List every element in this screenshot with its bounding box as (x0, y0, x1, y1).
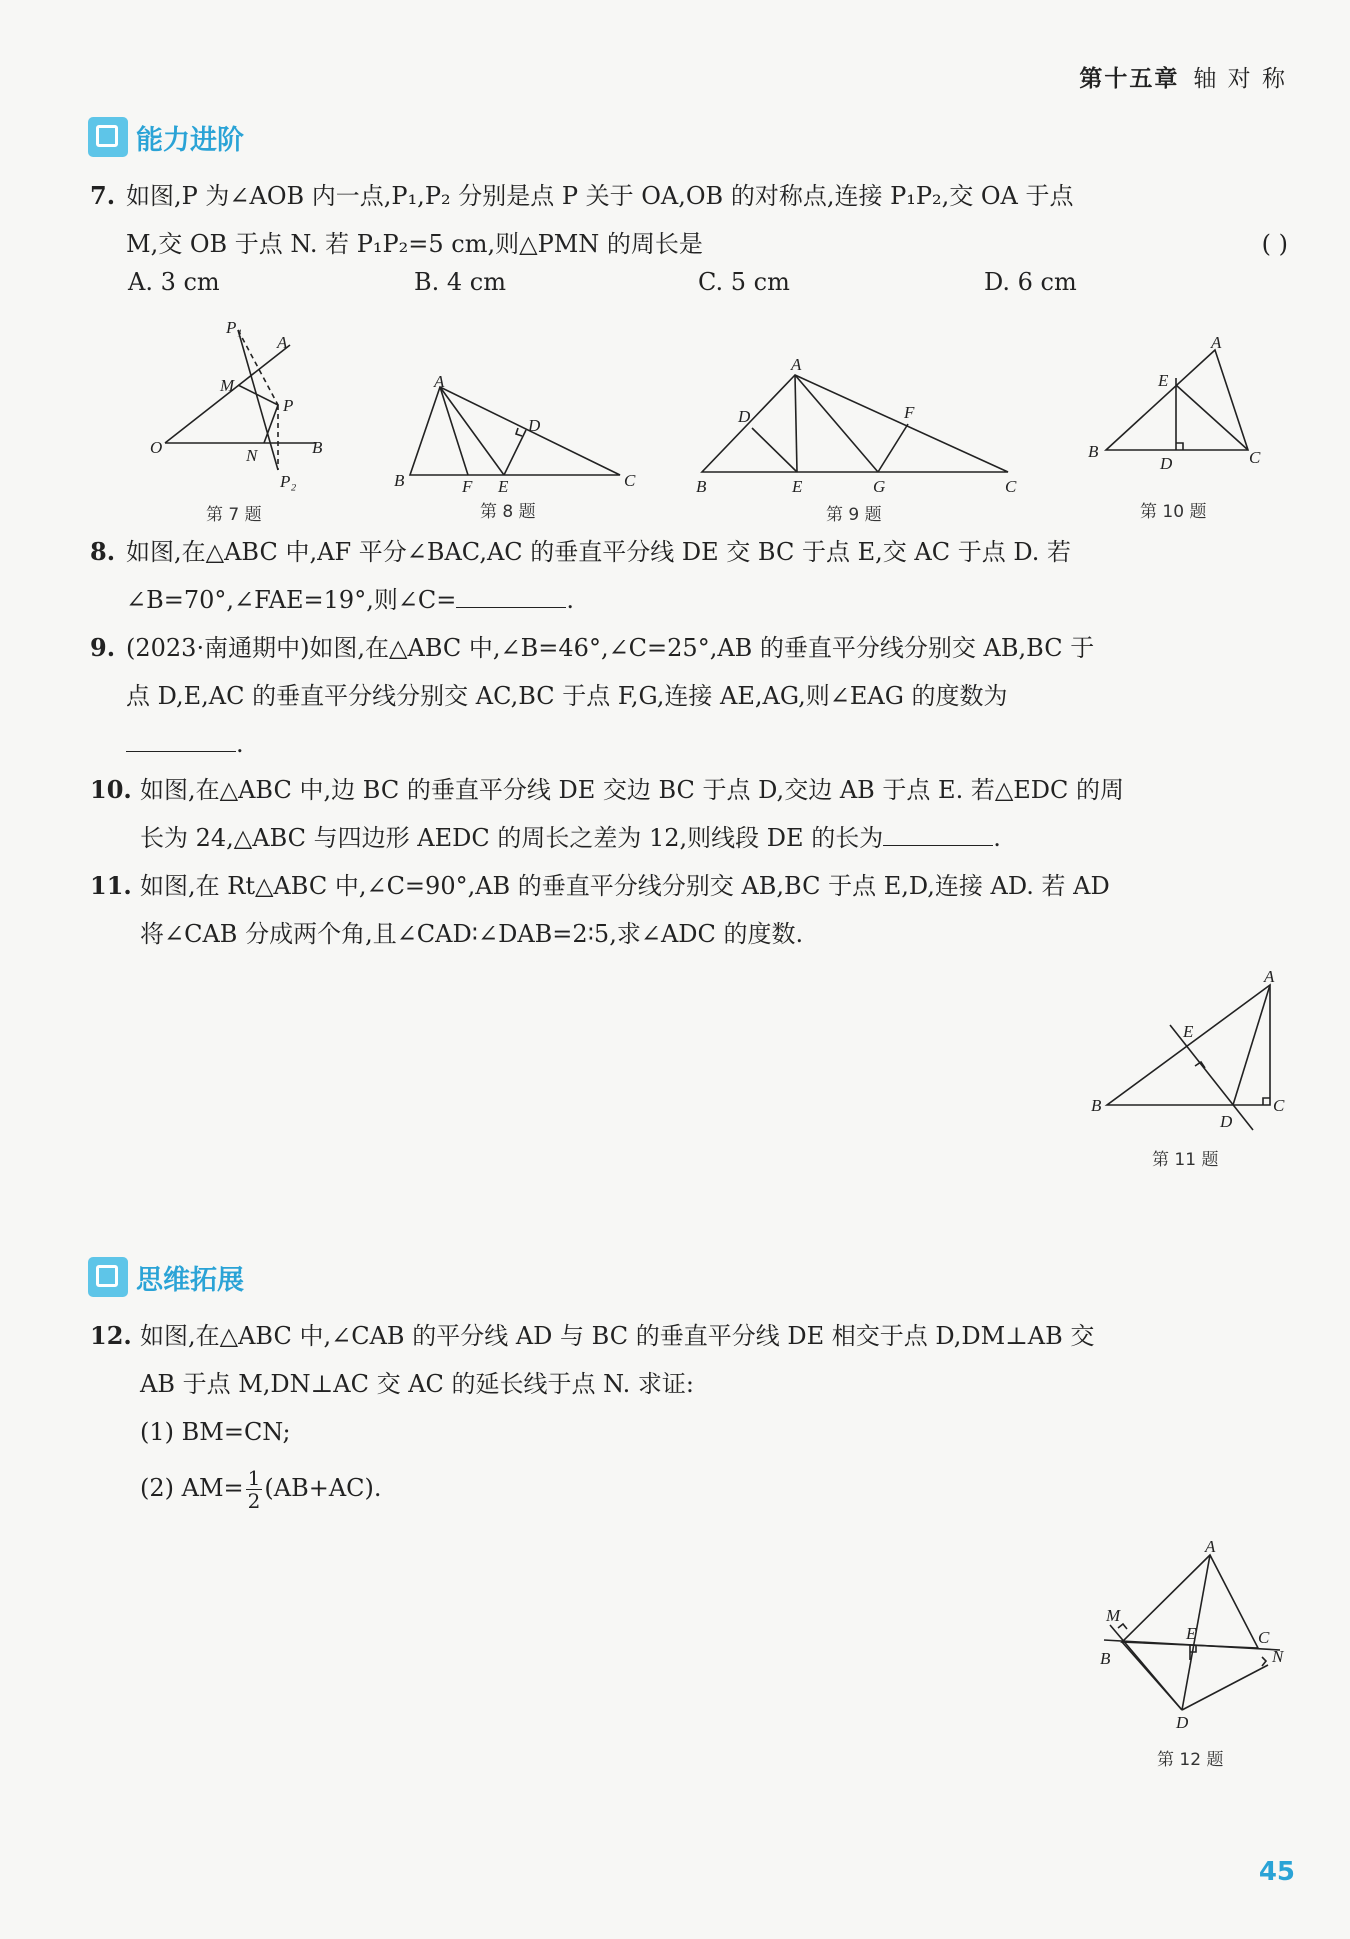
question-10 (90, 766, 1288, 862)
segment-gf (878, 424, 908, 472)
right-angle-mark-n (1262, 1657, 1266, 1666)
fraction-one-half (246, 1467, 263, 1512)
question-text: ∠B=70°,∠FAE=19°,则∠C= (126, 586, 457, 614)
chapter-header (1079, 60, 1287, 93)
label-f: F (462, 477, 473, 495)
label-c: C (624, 471, 636, 490)
label-b: B (312, 438, 323, 457)
caption-figure-8: 第 8 题 (480, 502, 536, 522)
right-angle-mark-c (1263, 1098, 1270, 1105)
question-line: 如图,在 Rt△ABC 中,∠C=90°,AB 的垂直平分线分别交 AB,BC 于点 E,D,连接 AD. 若 AD (140, 872, 1110, 900)
label-a: A (277, 333, 288, 352)
question-text: . (993, 824, 1001, 852)
label-c: C (1258, 1628, 1270, 1647)
question-number: 9. (90, 633, 116, 662)
segment-ag (795, 375, 878, 472)
question-line: 如图,在△ABC 中,∠CAB 的平分线 AD 与 BC 的垂直平分线 DE 相交于点 D,DM⊥AB 交 (140, 1322, 1095, 1350)
question-line (126, 720, 1288, 768)
caption-figure-9: 第 9 题 (826, 505, 882, 525)
label-a: A (434, 375, 445, 391)
question-line: AB 于点 M,DN⊥AC 交 AC 的延长线于点 N. 求证: (140, 1370, 694, 1398)
question-number: 8. (90, 537, 116, 566)
question-9 (90, 624, 1288, 768)
section-title: 能力进阶 (136, 124, 244, 156)
figure-10 (1080, 330, 1280, 480)
label-c: C (1249, 448, 1261, 467)
figure-12 (1090, 1540, 1300, 1735)
segment-de (752, 428, 797, 472)
segment-ae (795, 375, 797, 472)
figure-11 (1085, 965, 1295, 1135)
question-line: (2023·南通期中)如图,在△ABC 中,∠B=46°,∠C=25°,AB 的垂直平分线分别交 AB,BC 于 (126, 634, 1095, 662)
label-p1: P₁ (226, 318, 243, 337)
segment-ad (1233, 985, 1270, 1105)
question-number: 12. (90, 1321, 132, 1350)
label-p: P (283, 396, 294, 415)
question-line (126, 220, 1288, 268)
label-d: D (1160, 454, 1173, 473)
question-text: . (566, 586, 575, 614)
question-text: . (236, 730, 244, 758)
question-line: 将∠CAB 分成两个角,且∠CAD∶∠DAB=2∶5,求∠ADC 的度数. (140, 920, 804, 948)
label-b: B (394, 471, 405, 490)
label-b: B (1091, 1096, 1102, 1115)
question-line (140, 814, 1288, 862)
caption-figure-11: 第 11 题 (1152, 1150, 1219, 1170)
section-ability (88, 117, 244, 157)
label-d: D (1176, 1713, 1189, 1732)
question-line: 点 D,E,AC 的垂直平分线分别交 AC,BC 于点 F,G,连接 AE,AG,则∠EAG 的度数为 (126, 682, 1008, 710)
question-text: (AB+AC). (264, 1474, 382, 1502)
label-a: A (1205, 1540, 1216, 1556)
question-11 (90, 862, 1288, 958)
label-c: C (1005, 477, 1017, 496)
figure-8 (388, 375, 638, 495)
label-d: D (1220, 1112, 1233, 1131)
label-n: N (246, 446, 258, 465)
question-text: (2) AM= (140, 1474, 244, 1502)
answer-blank[interactable] (883, 817, 993, 846)
question-line (126, 576, 1288, 624)
right-angle-mark (1176, 443, 1183, 450)
segment-ed (504, 430, 526, 475)
label-c: C (1273, 1096, 1285, 1115)
label-n: N (1272, 1647, 1284, 1666)
question-text: M,交 OB 于点 N. 若 P₁P₂=5 cm,则△PMN 的周长是 (126, 230, 703, 258)
figure-9 (690, 350, 1025, 500)
fraction-numerator: 1 (247, 1466, 261, 1490)
question-text: 长为 24,△ABC 与四边形 AEDC 的周长之差为 12,则线段 DE 的长为 (140, 824, 884, 852)
label-a: A (791, 355, 802, 374)
segment-dm (1110, 1625, 1182, 1710)
proof-part-1: (1) BM=CN; (140, 1418, 291, 1446)
caption-figure-10: 第 10 题 (1140, 502, 1207, 522)
segment-p1p (238, 330, 278, 405)
label-g: G (873, 477, 886, 496)
answer-blank[interactable] (456, 579, 566, 608)
right-angle-mark (1195, 1062, 1205, 1068)
chapter-number: 第十五章 (1079, 66, 1180, 92)
label-p2: P₂ (280, 472, 297, 491)
question-12 (90, 1312, 1288, 1512)
label-a: A (1264, 967, 1275, 986)
option-a: A. 3 cm (128, 268, 220, 296)
proof-part-2 (140, 1464, 1288, 1512)
question-line: 如图,P 为∠AOB 内一点,P₁,P₂ 分别是点 P 关于 OA,OB 的对称点,连接 P₁P₂,交 OA 于点 (126, 182, 1074, 210)
question-number: 10. (90, 775, 132, 804)
label-d: D (528, 416, 541, 435)
label-m: M (220, 376, 235, 395)
segment-ae (440, 387, 504, 475)
label-e: E (792, 477, 803, 496)
section-title: 思维拓展 (136, 1264, 244, 1296)
section-thinking (88, 1257, 244, 1297)
label-m: M (1106, 1606, 1121, 1625)
label-o: O (150, 438, 163, 457)
caption-figure-7: 第 7 题 (206, 505, 262, 525)
segment-dn (1182, 1665, 1268, 1710)
segment-p1p2 (238, 330, 278, 470)
edit-icon (88, 117, 128, 157)
chapter-title: 轴 对 称 (1193, 66, 1287, 92)
right-angle-mark (516, 428, 522, 436)
question-8 (90, 528, 1288, 624)
caption-figure-12: 第 12 题 (1157, 1750, 1224, 1770)
question-7 (90, 172, 1288, 268)
segment-af (440, 387, 468, 475)
edit-icon (88, 1257, 128, 1297)
fraction-denominator: 2 (247, 1489, 261, 1513)
question-number: 11. (90, 871, 132, 900)
answer-blank[interactable] (126, 723, 236, 752)
answer-bracket: ( ) (1261, 230, 1288, 258)
page-number: 45 (1258, 1857, 1295, 1887)
label-e: E (1186, 1624, 1197, 1643)
option-c: C. 5 cm (698, 268, 790, 296)
label-b: B (1088, 442, 1099, 461)
triangle-abc (1106, 350, 1248, 450)
triangle-abc (1107, 985, 1270, 1105)
label-e: E (1158, 371, 1169, 390)
label-b: B (696, 477, 707, 496)
label-e: E (1183, 1022, 1194, 1041)
option-b: B. 4 cm (414, 268, 506, 296)
label-e: E (498, 477, 509, 495)
triangle-abc (410, 387, 620, 475)
label-d: D (738, 407, 751, 426)
question-line: 如图,在△ABC 中,AF 平分∠BAC,AC 的垂直平分线 DE 交 BC 于点 E,交 AC 于点 D. 若 (126, 538, 1071, 566)
question-number: 7. (90, 181, 116, 210)
figure-7 (140, 315, 360, 495)
label-a: A (1211, 333, 1222, 352)
label-b: B (1100, 1649, 1111, 1668)
question-line: 如图,在△ABC 中,边 BC 的垂直平分线 DE 交边 BC 于点 D,交边 AB 于点 E. 若△EDC 的周 (140, 776, 1125, 804)
option-d: D. 6 cm (984, 268, 1077, 296)
label-f: F (904, 403, 915, 422)
